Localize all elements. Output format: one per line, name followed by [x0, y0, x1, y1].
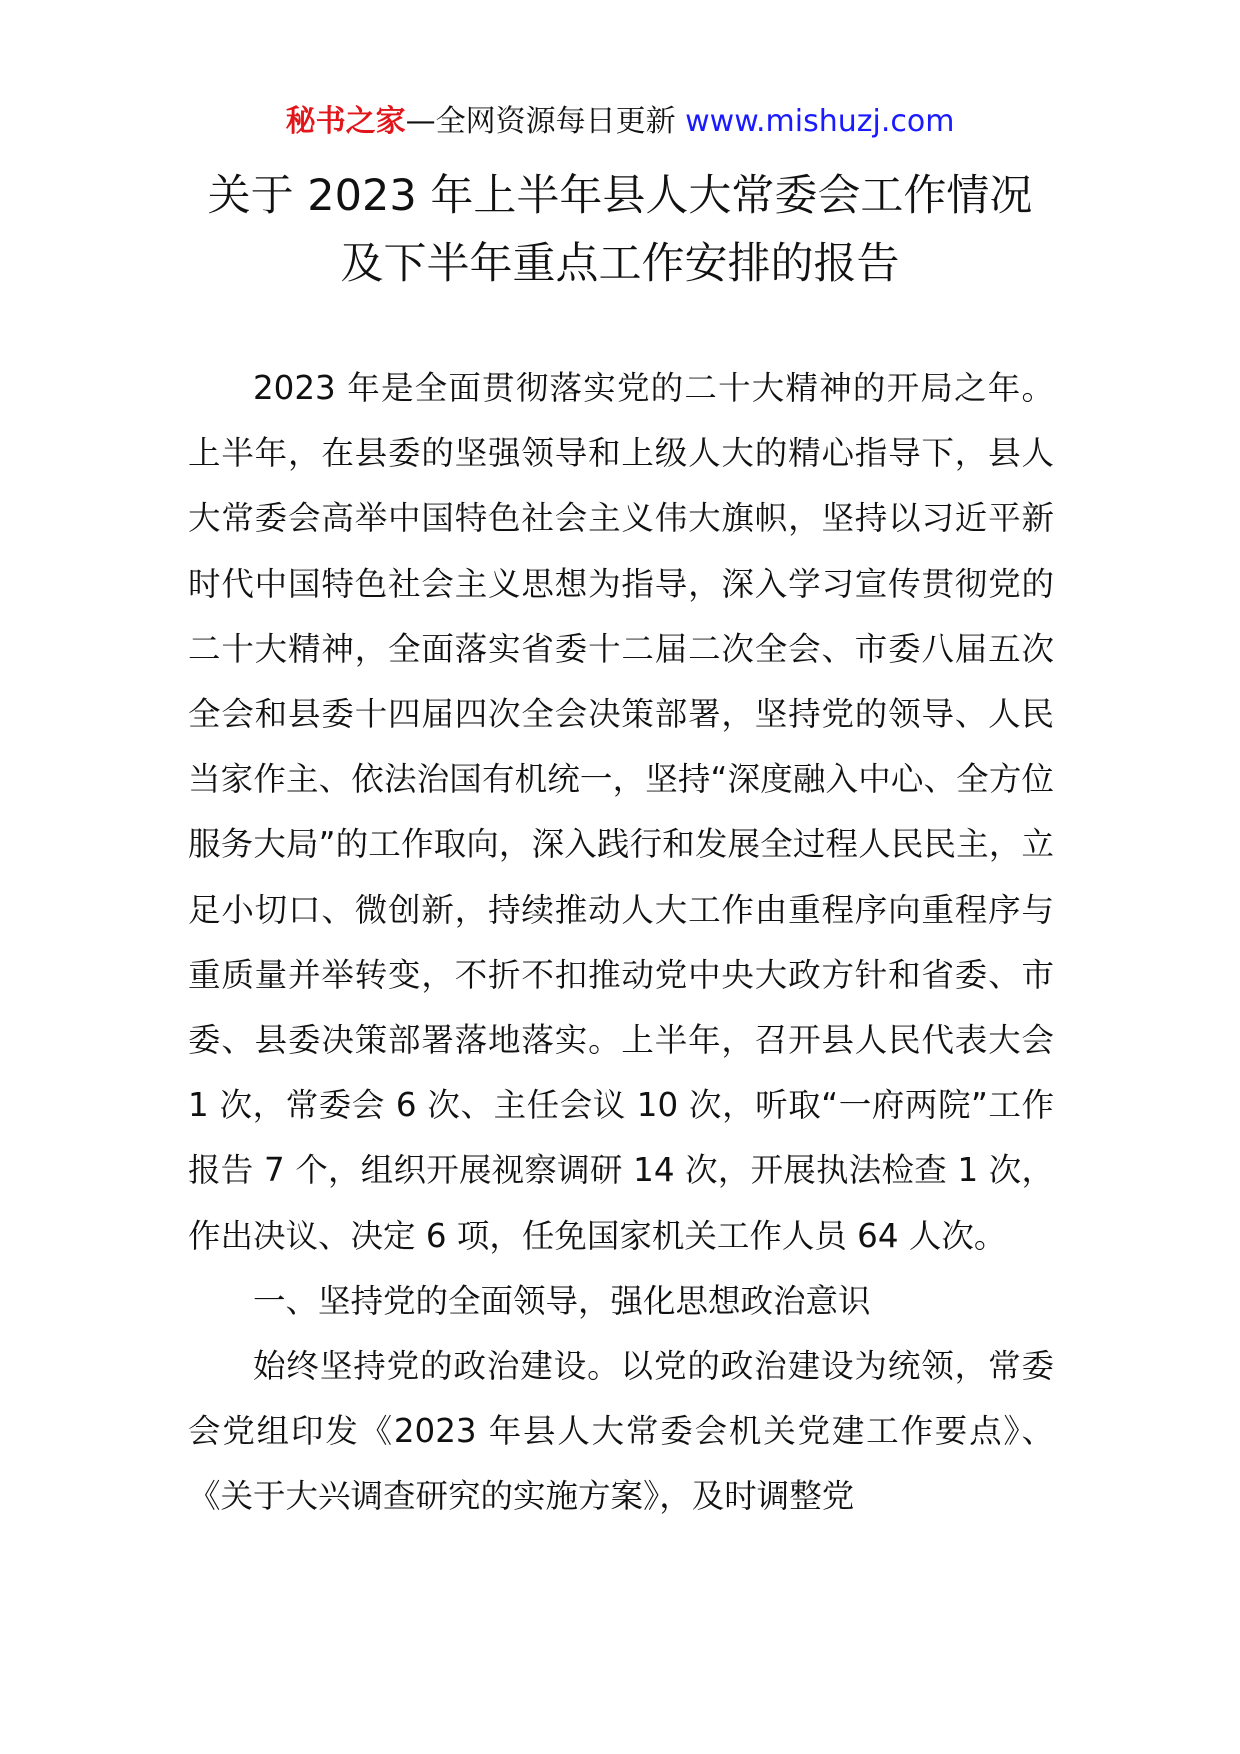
- section-heading: 一、坚持党的全面领导，强化思想政治意识: [253, 1281, 871, 1320]
- site-header: [0, 100, 1240, 144]
- title-line-2: 及下半年重点工作安排的报告: [340, 239, 900, 289]
- brand-name: 秘书之家: [285, 104, 406, 139]
- document-body: [188, 356, 1054, 1530]
- site-url-link[interactable]: www.mishuzj.com: [685, 104, 955, 139]
- intro-paragraph: 2023 年是全面贯彻落实党的二十大精神的开局之年。上半年，在县委的坚强领导和上级人大的精心指导下，县人大常委会高举中国特色社会主义伟大旗帜，坚持以习近平新时代中国特色社会主义思想为指导，深入学习宣传贯彻党的二十大精神，全面落实省委十二届二次全会、市委八届五次全会和县委十四届四次全会决策部署，坚持党的领导、人民当家作主、依法治国有机统一，坚持“深度融入中心、全方位服务大局”的工作取向，深入践行和发展全过程人民民主，立足小切口、微创新，持续推动人大工作由重程序向重程序与重质量并举转变，不折不扣推动党中央大政方针和省委、市委、县委决策部署落地落实。上半年，召开县人民代表大会 1 次，常委会 6 次、主任会议 10 次，听取“一府两院”工作报告 7 个，组织开展视察调研 14 次，开展执法检查 1 次，作出决议、决定 6 项，任免国家机关工作人员 64 人次。: [188, 369, 1054, 1255]
- title-line-1: 关于 2023 年上半年县人大常委会工作情况: [207, 171, 1033, 221]
- document-title: [0, 162, 1240, 298]
- section-paragraph: 始终坚持党的政治建设。以党的政治建设为统领，常委会党组印发《2023 年县人大常委会机关党建工作要点》、《关于大兴调查研究的实施方案》，及时调整党: [188, 1347, 1054, 1516]
- header-tagline: —全网资源每日更新: [405, 104, 676, 139]
